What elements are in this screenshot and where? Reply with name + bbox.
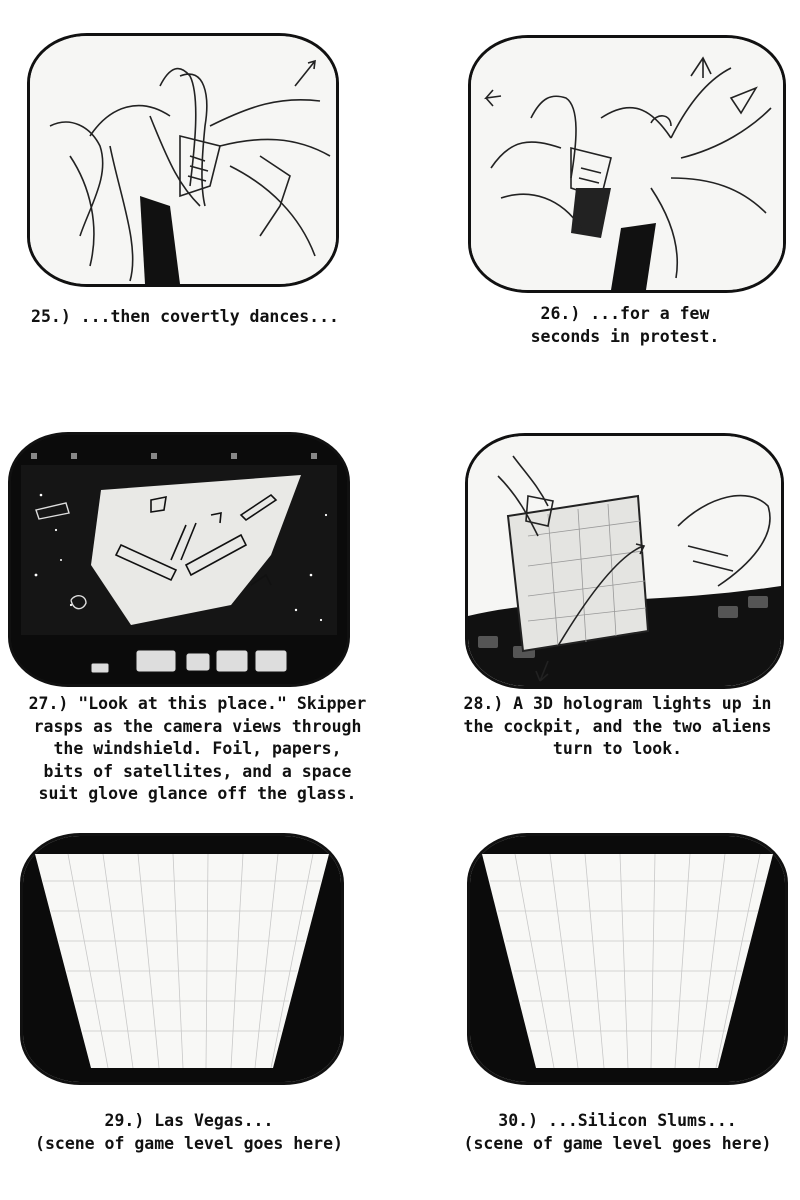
panel-28-caption: 28.) A 3D hologram lights up in the cockpit, and the two aliens turn to look. <box>463 694 772 758</box>
storyboard-panel-30 <box>467 833 788 1085</box>
storyboard-panel-29 <box>20 833 344 1085</box>
storyboard-panel-27 <box>8 432 350 687</box>
storyboard-panel-28 <box>465 433 784 689</box>
panel-26-illustration <box>471 38 783 290</box>
panel-27-illustration <box>11 435 347 684</box>
panel-30-caption: 30.) ...Silicon Slums... (scene of game level goes here) <box>463 1111 772 1153</box>
panel-27-caption: 27.) "Look at this place." Skipper rasps as the camera views through the windshield. Foil, papers, bits of satellites, and a space suit glove glance off the glass. <box>28 694 367 803</box>
storyboard-panel-25 <box>27 33 339 287</box>
panel-29-illustration <box>23 836 341 1082</box>
storyboard-panel-26 <box>468 35 786 293</box>
panel-25-illustration <box>30 36 336 284</box>
panel-25-caption: 25.) ...then covertly dances... <box>31 307 339 326</box>
panel-29-caption: 29.) Las Vegas... (scene of game level goes here) <box>35 1111 343 1153</box>
panel-26-caption: 26.) ...for a few seconds in protest. <box>530 304 720 346</box>
panel-28-illustration <box>468 436 781 686</box>
panel-30-illustration <box>470 836 785 1082</box>
